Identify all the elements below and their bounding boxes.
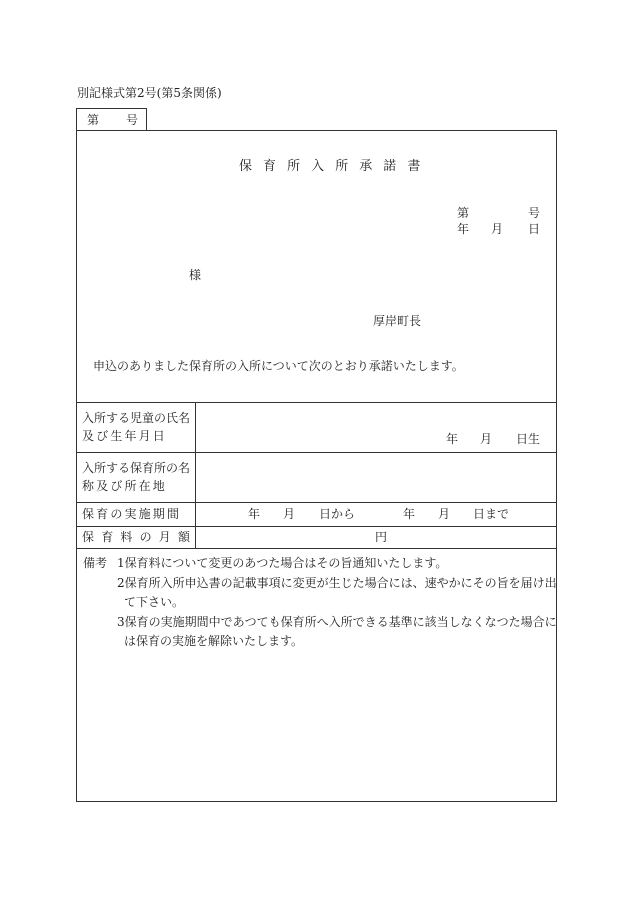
approval-statement: 申込のありました保育所の入所について次のとおり承諾いたします。 [93,359,464,373]
number-box-dai: 第 [87,113,100,127]
issuer-name: 厚岸町長 [373,314,422,328]
issue-go: 号 [528,206,541,220]
period-to-year: 年 [403,507,416,521]
child-birth-month: 月 [480,432,493,446]
remarks-item-3-line2: は保育の実施を解除いたします。 [124,634,304,648]
period-from-day: 日から [319,507,356,521]
remarks-item-3-line1: 3保育の実施期間中であつても保育所へ入所できる基準に該当しなくなつた場合に [117,615,557,629]
issue-day: 日 [528,222,541,236]
document-title: 保育所入所承諾書 [239,159,432,174]
child-birth-day: 日生 [516,432,541,446]
issue-year: 年 [457,222,470,236]
facility-label-line2: 称及び所在地 [82,479,167,493]
period-from-year: 年 [248,507,261,521]
remarks-heading: 備考 [83,556,108,570]
period-label: 保育の実施期間 [82,507,182,521]
period-to-month: 月 [438,507,451,521]
child-label-line2: 及び生年月日 [82,429,167,443]
period-from-month: 月 [283,507,296,521]
remarks-item-1: 1保育料について変更のあつた場合はその旨通知いたします。 [117,556,448,570]
fee-unit: 円 [375,530,388,544]
fee-label: 保育料の月額 [82,530,198,544]
facility-label-line1: 入所する保育所の名 [82,461,191,475]
recipient-suffix: 様 [189,268,202,282]
issue-dai: 第 [457,206,470,220]
period-to-day: 日まで [473,507,510,521]
child-label-line1: 入所する児童の氏名 [82,411,191,425]
number-box-go: 号 [126,113,139,127]
child-birth-year: 年 [446,432,459,446]
remarks-item-2-line1: 2保育所入所申込書の記載事項に変更が生じた場合には、速やかにその旨を届け出 [117,576,557,590]
form-reference: 別記様式第2号(第5条関係) [77,86,222,100]
issue-month: 月 [491,222,504,236]
remarks-item-2-line2: て下さい。 [124,595,185,609]
